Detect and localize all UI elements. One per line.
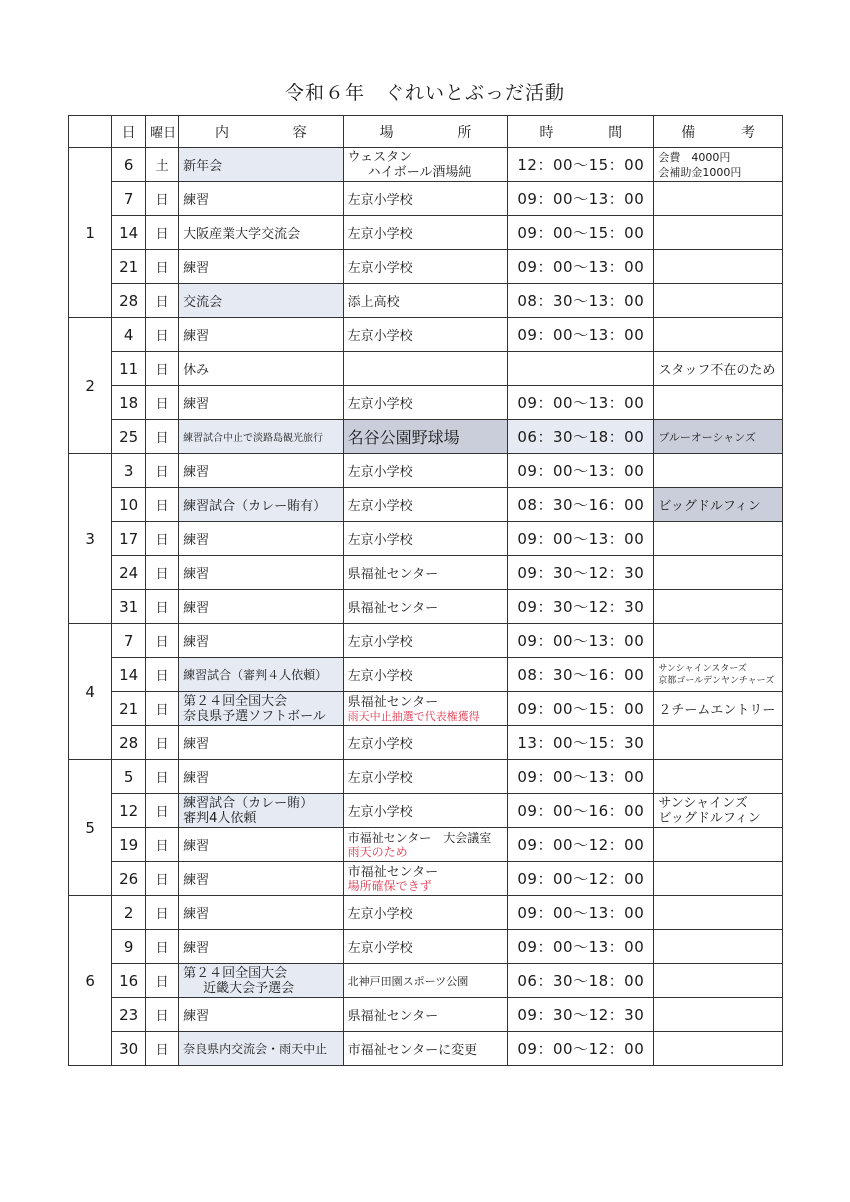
time-cell: 09：00〜13：00 <box>508 386 654 420</box>
time-cell: 09：00〜13：00 <box>508 896 654 930</box>
weekday-cell: 日 <box>146 692 179 726</box>
content-cell: 交流会 <box>179 284 344 318</box>
weekday-cell: 日 <box>146 318 179 352</box>
place-cell: 北神戸田園スポーツ公園 <box>343 964 508 998</box>
table-row <box>69 794 783 828</box>
time-cell <box>508 352 654 386</box>
content-cell: 第２４回全国大会 奈良県予選ソフトボール <box>179 692 344 726</box>
header-place: 場 所 <box>343 116 508 148</box>
table-row <box>69 556 783 590</box>
place-cell: 左京小学校 <box>343 896 508 930</box>
weekday-cell: 日 <box>146 624 179 658</box>
note-cell <box>654 624 783 658</box>
note-cell <box>654 284 783 318</box>
weekday-cell: 日 <box>146 896 179 930</box>
place-cell: 左京小学校 <box>343 488 508 522</box>
header-row <box>69 116 783 148</box>
note-cell <box>654 930 783 964</box>
time-cell: 13：00〜15：30 <box>508 726 654 760</box>
time-cell: 09：00〜13：00 <box>508 930 654 964</box>
time-cell: 06：30〜18：00 <box>508 964 654 998</box>
weekday-cell: 日 <box>146 182 179 216</box>
day-cell: 11 <box>112 352 146 386</box>
day-cell: 28 <box>112 726 146 760</box>
content-cell: 練習 <box>179 930 344 964</box>
day-cell: 18 <box>112 386 146 420</box>
content-cell: 練習試合（カレー賄有） <box>179 488 344 522</box>
table-row <box>69 318 783 352</box>
time-cell: 09：00〜12：00 <box>508 828 654 862</box>
place-cell: 左京小学校 <box>343 658 508 692</box>
table-row <box>69 216 783 250</box>
header-time: 時 間 <box>508 116 654 148</box>
weekday-cell: 日 <box>146 998 179 1032</box>
content-cell: 練習 <box>179 828 344 862</box>
header-month <box>69 116 112 148</box>
time-cell: 09：00〜13：00 <box>508 522 654 556</box>
content-cell: 練習 <box>179 182 344 216</box>
month-cell: 2 <box>69 318 112 454</box>
table-row <box>69 964 783 998</box>
place-cell <box>343 352 508 386</box>
note-cell <box>654 964 783 998</box>
content-cell: 第２４回全国大会 近畿大会予選会 <box>179 964 344 998</box>
weekday-cell: 日 <box>146 964 179 998</box>
note-cell <box>654 760 783 794</box>
place-cell: 左京小学校 <box>343 522 508 556</box>
note-cell <box>654 216 783 250</box>
content-cell: 休み <box>179 352 344 386</box>
header-day: 日 <box>112 116 146 148</box>
table-row <box>69 182 783 216</box>
content-cell: 練習 <box>179 454 344 488</box>
note-cell <box>654 828 783 862</box>
day-cell: 5 <box>112 760 146 794</box>
month-cell: 5 <box>69 760 112 896</box>
note-cell: ビッグドルフィン <box>654 488 783 522</box>
time-cell: 08：30〜16：00 <box>508 658 654 692</box>
table-row <box>69 624 783 658</box>
place-cell: 左京小学校 <box>343 250 508 284</box>
table-row <box>69 284 783 318</box>
time-cell: 06：30〜18：00 <box>508 420 654 454</box>
content-cell: 練習 <box>179 386 344 420</box>
weekday-cell: 日 <box>146 828 179 862</box>
note-cell <box>654 556 783 590</box>
time-cell: 09：00〜13：00 <box>508 454 654 488</box>
note-cell: ２チームエントリー <box>654 692 783 726</box>
month-cell: 3 <box>69 454 112 624</box>
day-cell: 21 <box>112 250 146 284</box>
weekday-cell: 日 <box>146 250 179 284</box>
table-row <box>69 760 783 794</box>
day-cell: 14 <box>112 658 146 692</box>
day-cell: 9 <box>112 930 146 964</box>
note-cell <box>654 998 783 1032</box>
note-cell <box>654 318 783 352</box>
note-cell <box>654 1032 783 1066</box>
place-cell: 左京小学校 <box>343 930 508 964</box>
time-cell: 08：30〜13：00 <box>508 284 654 318</box>
time-cell: 09：00〜15：00 <box>508 692 654 726</box>
time-cell: 09：00〜13：00 <box>508 760 654 794</box>
place-cell: 県福祉センター <box>343 998 508 1032</box>
place-cell: 左京小学校 <box>343 454 508 488</box>
day-cell: 21 <box>112 692 146 726</box>
note-cell <box>654 250 783 284</box>
table-row <box>69 828 783 862</box>
weekday-cell: 日 <box>146 420 179 454</box>
time-cell: 09：00〜13：00 <box>508 250 654 284</box>
time-cell: 09：00〜15：00 <box>508 216 654 250</box>
table-row <box>69 998 783 1032</box>
place-cell: 市福祉センターに変更 <box>343 1032 508 1066</box>
note-cell: ブルーオーシャンズ <box>654 420 783 454</box>
content-cell: 練習試合（審判４人依頼） <box>179 658 344 692</box>
weekday-cell: 日 <box>146 216 179 250</box>
table-row <box>69 454 783 488</box>
note-cell <box>654 454 783 488</box>
note-cell <box>654 386 783 420</box>
place-cell: 左京小学校 <box>343 216 508 250</box>
weekday-cell: 日 <box>146 454 179 488</box>
table-row <box>69 930 783 964</box>
time-cell: 09：00〜13：00 <box>508 182 654 216</box>
place-cell: 左京小学校 <box>343 726 508 760</box>
day-cell: 23 <box>112 998 146 1032</box>
content-cell: 練習 <box>179 318 344 352</box>
time-cell: 09：00〜13：00 <box>508 318 654 352</box>
note-cell: 会費 4000円 会補助金1000円 <box>654 148 783 182</box>
day-cell: 19 <box>112 828 146 862</box>
time-cell: 09：00〜12：00 <box>508 1032 654 1066</box>
day-cell: 16 <box>112 964 146 998</box>
day-cell: 10 <box>112 488 146 522</box>
note-cell: サンシャインスターズ 京都ゴールデンヤンチャーズ <box>654 658 783 692</box>
day-cell: 3 <box>112 454 146 488</box>
page-title: 令和６年 ぐれいとぶっだ活動 <box>284 82 565 104</box>
place-cell: 左京小学校 <box>343 182 508 216</box>
time-cell: 09：00〜13：00 <box>508 624 654 658</box>
table-row <box>69 148 783 182</box>
weekday-cell: 日 <box>146 658 179 692</box>
note-cell <box>654 590 783 624</box>
weekday-cell: 日 <box>146 760 179 794</box>
place-cell: ウェスタン ハイボール酒場純 <box>343 148 508 182</box>
table-row <box>69 522 783 556</box>
note-cell <box>654 522 783 556</box>
time-cell: 09：30〜12：30 <box>508 556 654 590</box>
place-cell: 名谷公園野球場 <box>343 420 508 454</box>
content-cell: 練習試合（カレー賄） 審判4人依頼 <box>179 794 344 828</box>
place-cell: 左京小学校 <box>343 624 508 658</box>
note-cell: スタッフ不在のため <box>654 352 783 386</box>
day-cell: 24 <box>112 556 146 590</box>
weekday-cell: 日 <box>146 794 179 828</box>
weekday-cell: 日 <box>146 590 179 624</box>
table-row <box>69 726 783 760</box>
time-cell: 09：30〜12：30 <box>508 998 654 1032</box>
place-cell: 左京小学校 <box>343 386 508 420</box>
content-cell: 奈良県内交流会・雨天中止 <box>179 1032 344 1066</box>
weekday-cell: 日 <box>146 352 179 386</box>
day-cell: 2 <box>112 896 146 930</box>
place-cell: 添上高校 <box>343 284 508 318</box>
day-cell: 17 <box>112 522 146 556</box>
weekday-cell: 日 <box>146 1032 179 1066</box>
table-row <box>69 352 783 386</box>
weekday-cell: 日 <box>146 556 179 590</box>
place-cell: 県福祉センター <box>343 590 508 624</box>
schedule-table <box>68 115 783 1066</box>
time-cell: 12：00〜15：00 <box>508 148 654 182</box>
note-cell: サンシャインズ ビッグドルフィン <box>654 794 783 828</box>
place-cell: 県福祉センター <box>343 556 508 590</box>
table-row <box>69 386 783 420</box>
day-cell: 26 <box>112 862 146 896</box>
content-cell: 練習 <box>179 896 344 930</box>
month-cell: 1 <box>69 148 112 318</box>
place-cell: 県福祉センター 雨天中止抽選で代表権獲得 <box>343 692 508 726</box>
day-cell: 7 <box>112 624 146 658</box>
weekday-cell: 日 <box>146 930 179 964</box>
content-cell: 大阪産業大学交流会 <box>179 216 344 250</box>
day-cell: 28 <box>112 284 146 318</box>
weekday-cell: 日 <box>146 522 179 556</box>
table-row <box>69 658 783 692</box>
weekday-cell: 日 <box>146 284 179 318</box>
table-row <box>69 1032 783 1066</box>
time-cell: 09：00〜12：00 <box>508 862 654 896</box>
place-cell: 市福祉センター 場所確保できず <box>343 862 508 896</box>
day-cell: 30 <box>112 1032 146 1066</box>
month-cell: 6 <box>69 896 112 1066</box>
header-content: 内 容 <box>179 116 344 148</box>
content-cell: 練習試合中止で淡路島観光旅行 <box>179 420 344 454</box>
table-row <box>69 692 783 726</box>
weekday-cell: 日 <box>146 726 179 760</box>
table-row <box>69 590 783 624</box>
note-cell <box>654 896 783 930</box>
content-cell: 練習 <box>179 726 344 760</box>
weekday-cell: 日 <box>146 488 179 522</box>
month-cell: 4 <box>69 624 112 760</box>
place-cell: 左京小学校 <box>343 760 508 794</box>
day-cell: 31 <box>112 590 146 624</box>
content-cell: 新年会 <box>179 148 344 182</box>
time-cell: 09：00〜16：00 <box>508 794 654 828</box>
time-cell: 09：30〜12：30 <box>508 590 654 624</box>
table-row <box>69 862 783 896</box>
day-cell: 4 <box>112 318 146 352</box>
weekday-cell: 日 <box>146 386 179 420</box>
table-row <box>69 896 783 930</box>
place-cell: 左京小学校 <box>343 318 508 352</box>
day-cell: 6 <box>112 148 146 182</box>
content-cell: 練習 <box>179 590 344 624</box>
place-cell: 市福祉センター 大会議室 雨天のため <box>343 828 508 862</box>
note-cell <box>654 182 783 216</box>
weekday-cell: 土 <box>146 148 179 182</box>
day-cell: 12 <box>112 794 146 828</box>
header-weekday: 曜日 <box>146 116 179 148</box>
header-note: 備 考 <box>654 116 783 148</box>
time-cell: 08：30〜16：00 <box>508 488 654 522</box>
content-cell: 練習 <box>179 624 344 658</box>
place-cell: 左京小学校 <box>343 794 508 828</box>
content-cell: 練習 <box>179 250 344 284</box>
weekday-cell: 日 <box>146 862 179 896</box>
note-cell <box>654 862 783 896</box>
content-cell: 練習 <box>179 862 344 896</box>
content-cell: 練習 <box>179 998 344 1032</box>
content-cell: 練習 <box>179 522 344 556</box>
table-row <box>69 420 783 454</box>
table-row <box>69 250 783 284</box>
day-cell: 25 <box>112 420 146 454</box>
content-cell: 練習 <box>179 760 344 794</box>
table-row <box>69 488 783 522</box>
day-cell: 14 <box>112 216 146 250</box>
day-cell: 7 <box>112 182 146 216</box>
content-cell: 練習 <box>179 556 344 590</box>
note-cell <box>654 726 783 760</box>
